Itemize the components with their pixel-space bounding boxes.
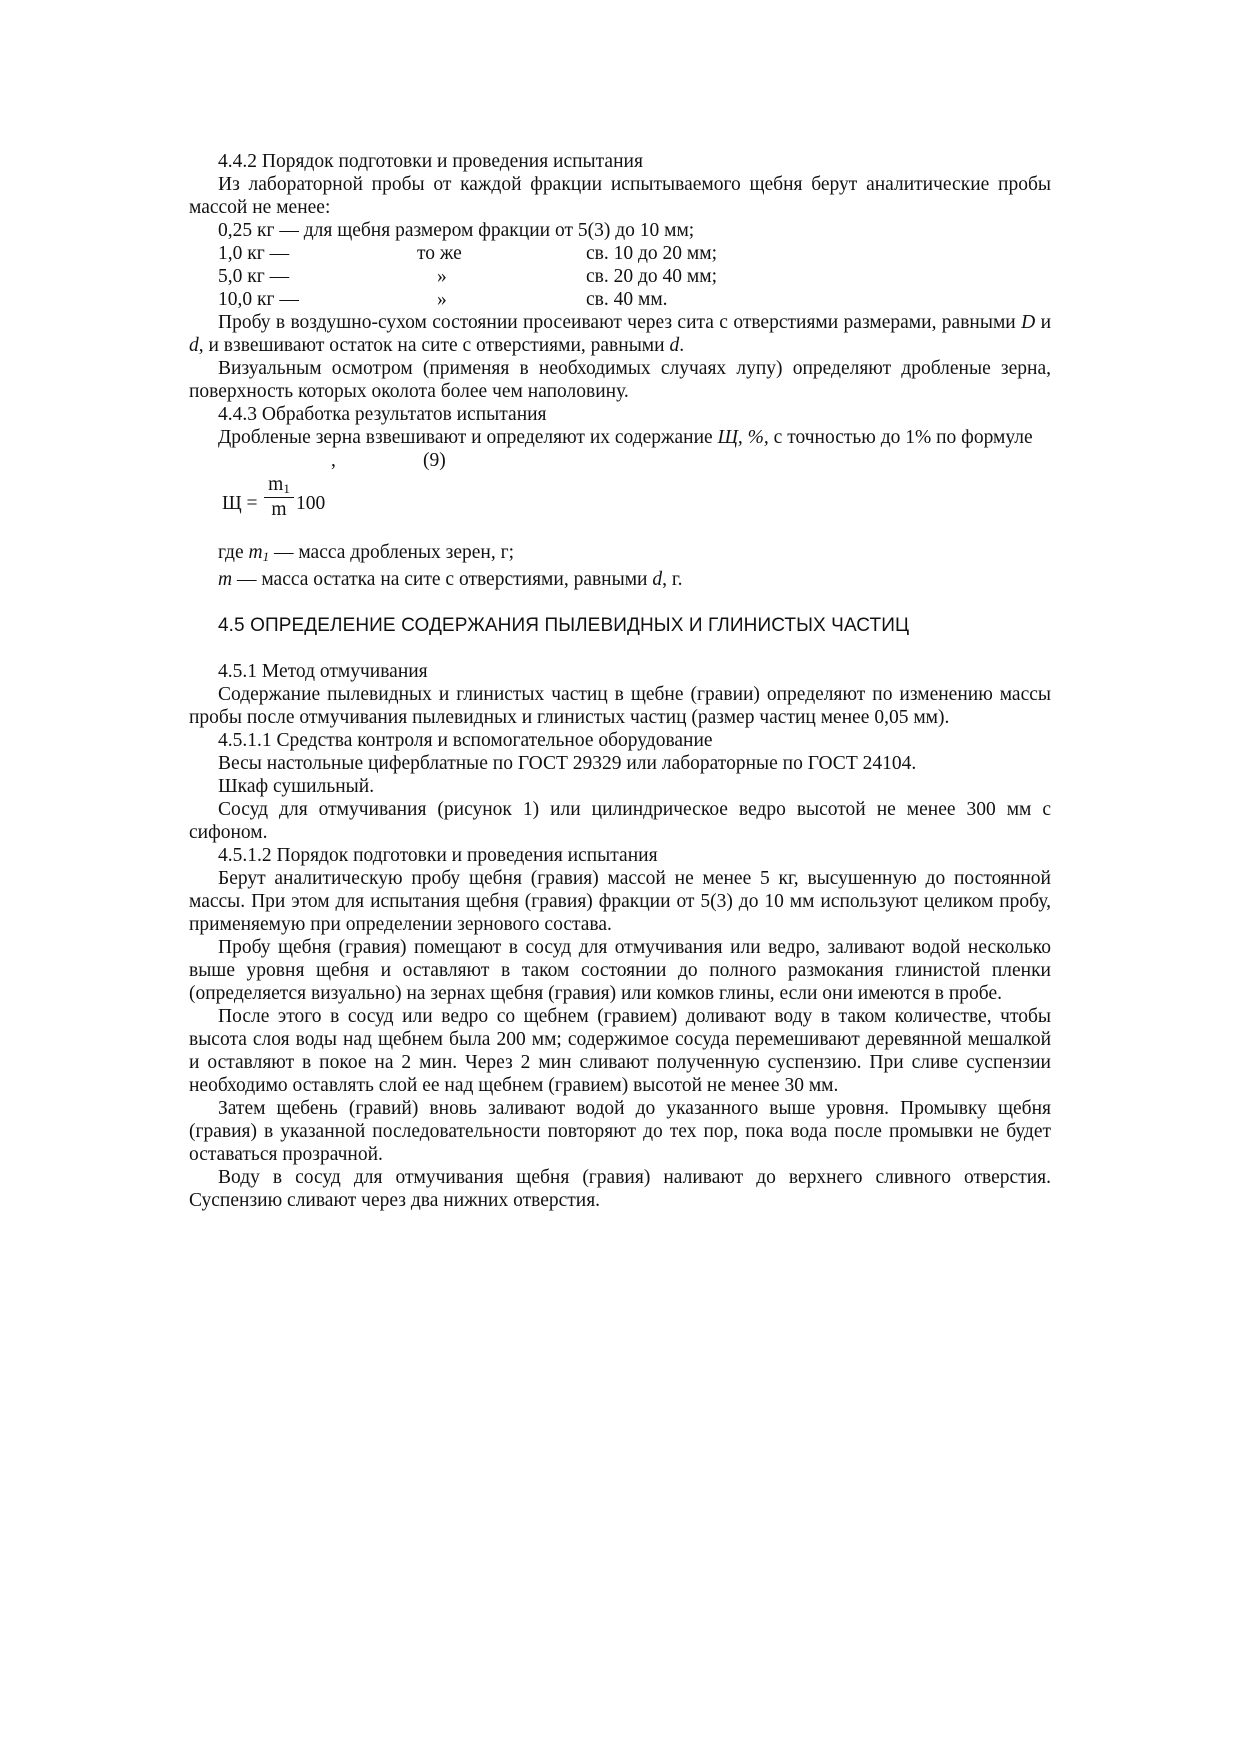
paragraph-sample-mass: Из лабораторной пробы от каждой фракции испытываемого щебня берут аналитические пробы массой не менее: [189, 174, 1051, 218]
paragraph-washing: После этого в сосуд или ведро со щебнем (гравием) доливают воду в таком количестве, чтобы высота слоя воды над щебнем была 200 мм; содержимое сосуда перемешивают деревянной мешалкой и оставляют в покое на 2 мин. Через 2 мин сливают полученную суспензию. При сливе суспензии необходимо оставлять слой ее над щебнем (гравием) высотой не менее 30 мм. [189, 1006, 1051, 1096]
section-title-4-5-1-1: 4.5.1.1 Средства контроля и вспомогательное оборудование [218, 730, 713, 751]
formula-fraction [264, 474, 294, 521]
paragraph-drain: Воду в сосуд для отмучивания щебня (гравия) наливают до верхнего сливного отверстия. Суспензию сливают через два нижних отверстия. [189, 1167, 1051, 1211]
section-title-4-5-1: 4.5.1 Метод отмучивания [218, 661, 428, 682]
paragraph-sample: Берут аналитическую пробу щебня (гравия) массой не менее 5 кг, высушенную до постоянной массы. При этом для испытания щебня (гравия) фракции от 5(3) до 10 мм используют целиком пробу, применяемую при определении зернового состава. [189, 868, 1051, 935]
fraction-row-2-mass: 1,0 кг — [218, 243, 290, 264]
section-title-4-5-1-2: 4.5.1.2 Порядок подготовки и проведения испытания [218, 845, 658, 866]
formula-comma: , [331, 450, 336, 471]
paragraph-soaking: Пробу щебня (гравия) помещают в сосуд для отмучивания или ведро, заливают водой несколько выше уровня щебня и оставляют в таком состоянии до полного размокания глинистой пленки (определяется визуально) на зернах щебня (гравия) или комков глины, если они имеются в пробе. [189, 937, 1051, 1004]
document-page [189, 150, 1051, 1212]
equipment-oven: Шкаф сушильный. [218, 776, 375, 797]
formula-legend-m: m — масса остатка на сите с отверстиями, равными d, г. [218, 569, 683, 590]
fraction-row-4-ditto: » [437, 289, 447, 310]
fraction-row-4 [189, 288, 1051, 311]
fraction-row-4-mass: 10,0 кг — [218, 289, 299, 310]
fraction-row-3-ditto: » [437, 266, 447, 287]
formula-legend-m1: где $m_1$ — масса дробленых зерен, г; [218, 542, 515, 564]
section-title-4-4-2: 4.4.2 Порядок подготовки и проведения испытания [218, 151, 643, 172]
paragraph-crushed-grains: Дробленые зерна взвешивают и определяют их содержание Щ, %, с точностью до 1% по формуле [218, 427, 1033, 448]
paragraph-elutriation-method: Содержание пылевидных и глинистых частиц в щебне (гравии) определяют по изменению массы пробы после отмучивания пылевидных и глинистых частиц (размер частиц менее 0,05 мм). [189, 684, 1051, 728]
formula-multiplier: 100 [296, 493, 326, 514]
fraction-row-4-size: св. 40 мм. [586, 289, 668, 310]
fraction-bar [264, 497, 294, 498]
fraction-row-3-size: св. 20 до 40 мм; [586, 266, 718, 287]
formula-9 [189, 449, 1051, 541]
equipment-scales: Весы настольные циферблатные по ГОСТ 29329 или лабораторные по ГОСТ 24104. [218, 753, 917, 774]
formula-number: (9) [423, 450, 446, 471]
formula-lhs: Щ = [222, 493, 258, 514]
section-title-4-4-3: 4.4.3 Обработка результатов испытания [218, 404, 547, 425]
paragraph-repeat: Затем щебень (гравий) вновь заливают водой до указанного выше уровня. Промывку щебня (гравия) в указанной последовательности повторяют до тех пор, пока вода после промывки не будет оставаться прозрачной. [189, 1098, 1051, 1165]
paragraph-sieving: Пробу в воздушно-сухом состоянии просеивают через сита с отверстиями размерами, равными D и d, и взвешивают остаток на сите с отверстиями, равными d. [189, 312, 1052, 356]
fraction-row-2-ditto: то же [417, 243, 462, 264]
formula-denominator: m [271, 499, 287, 520]
fraction-row-3 [189, 265, 1051, 288]
fraction-row-2 [189, 242, 1051, 265]
fraction-row-1-text: 0,25 кг — для щебня размером фракции от 5(3) до 10 мм; [218, 220, 695, 241]
paragraph-visual-inspection: Визуальным осмотром (применяя в необходимых случаях лупу) определяют дробленые зерна, поверхность которых околота более чем наполовину. [189, 358, 1051, 402]
section-heading-4-5: 4.5 ОПРЕДЕЛЕНИЕ СОДЕРЖАНИЯ ПЫЛЕВИДНЫХ И ГЛИНИСТЫХ ЧАСТИЦ [218, 615, 910, 636]
fraction-row-3-mass: 5,0 кг — [218, 266, 290, 287]
fraction-row-1 [189, 219, 1051, 242]
equipment-vessel: Сосуд для отмучивания (рисунок 1) или цилиндрическое ведро высотой не менее 300 мм с сифоном. [189, 799, 1051, 843]
formula-numerator: $m_1$ [268, 474, 290, 496]
fraction-row-2-size: св. 10 до 20 мм; [586, 243, 718, 264]
